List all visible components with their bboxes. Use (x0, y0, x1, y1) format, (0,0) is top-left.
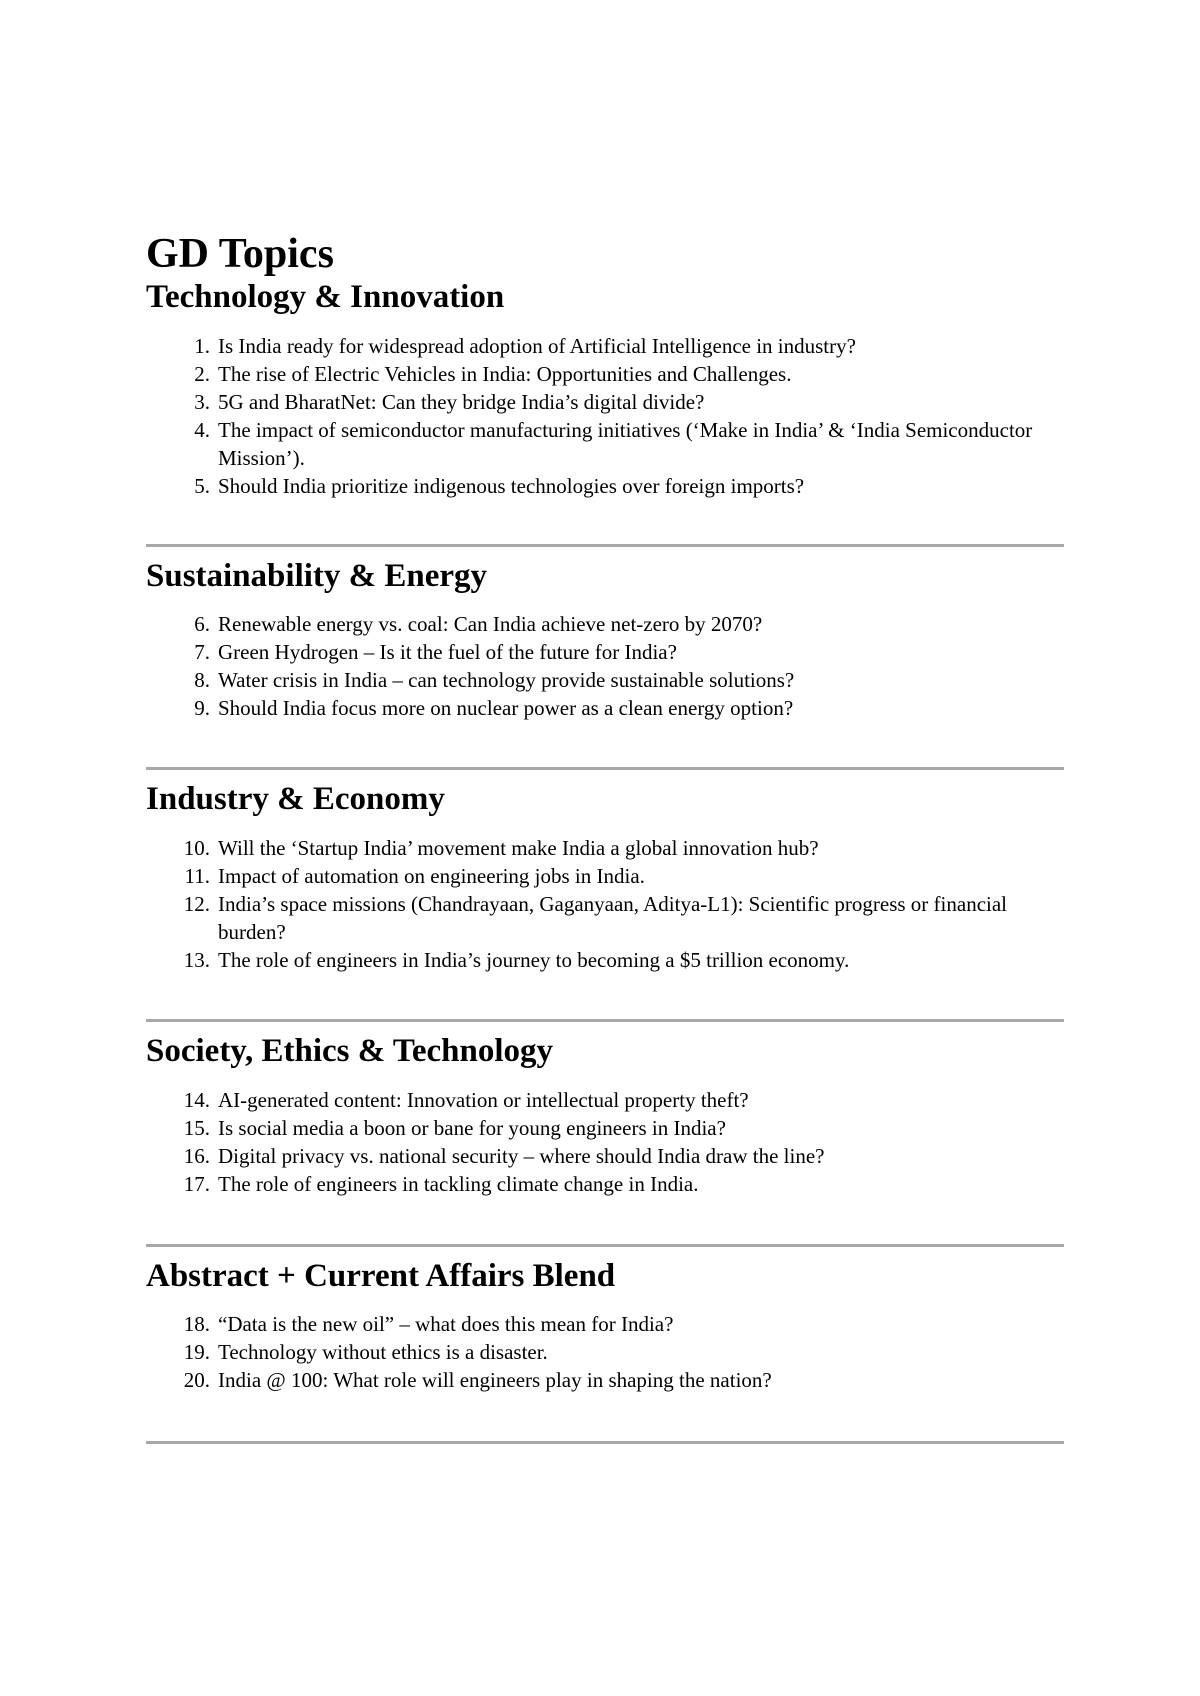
item-text: Renewable energy vs. coal: Can India achieve net-zero by 2070? (218, 612, 763, 637)
section-sustainability-energy (146, 557, 1064, 723)
section-heading: Technology & Innovation (146, 279, 505, 316)
list-item (146, 638, 1064, 666)
list-item (146, 1338, 1064, 1366)
list-item (146, 1086, 1064, 1114)
list-item (146, 890, 1064, 946)
item-number: 13. (183, 948, 210, 973)
section-heading: Abstract + Current Affairs Blend (146, 1257, 616, 1294)
item-number: 9. (194, 696, 210, 721)
document-page (146, 230, 1064, 1444)
topic-list (146, 332, 1064, 500)
item-number: 19. (183, 1340, 210, 1365)
item-text: Should India focus more on nuclear power as a clean energy option? (218, 696, 794, 721)
item-text: Digital privacy vs. national security – where should India draw the line? (218, 1143, 825, 1168)
item-text: Water crisis in India – can technology provide sustainable solutions? (218, 668, 795, 693)
item-text: Is India ready for widespread adoption of Artificial Intelligence in industry? (218, 333, 856, 358)
section-heading: Sustainability & Energy (146, 557, 488, 594)
item-text: The rise of Electric Vehicles in India: Opportunities and Challenges. (218, 361, 792, 386)
item-number: 12. (183, 892, 210, 917)
list-item (146, 1310, 1064, 1338)
list-item (146, 388, 1064, 416)
list-item (146, 1114, 1064, 1142)
section-society-ethics-technology (146, 1032, 1064, 1198)
list-item (146, 1366, 1064, 1394)
item-text: Will the ‘Startup India’ movement make India a global innovation hub? (218, 836, 819, 861)
section-divider (146, 544, 1064, 547)
item-number: 11. (184, 864, 210, 889)
section-technology-innovation (146, 278, 1064, 500)
topic-list (146, 1310, 1064, 1394)
item-text: 5G and BharatNet: Can they bridge India’s digital divide? (218, 389, 705, 414)
item-text: Should India prioritize indigenous technologies over foreign imports? (218, 473, 805, 498)
page-title: GD Topics (146, 231, 334, 277)
item-number: 3. (194, 389, 210, 414)
item-text: “Data is the new oil” – what does this mean for India? (218, 1312, 674, 1337)
list-item (146, 862, 1064, 890)
section-industry-economy (146, 780, 1064, 974)
list-item (146, 332, 1064, 360)
section-divider (146, 1441, 1064, 1444)
section-heading: Industry & Economy (146, 781, 445, 818)
item-text: Impact of automation on engineering jobs in India. (218, 864, 645, 889)
item-number: 20. (183, 1368, 210, 1393)
topic-list (146, 834, 1064, 974)
item-number: 2. (194, 361, 210, 386)
item-text: India’s space missions (Chandrayaan, Gaganyaan, Aditya-L1): Scientific progress or financial burden? (218, 892, 1008, 945)
section-abstract-current-affairs (146, 1257, 1064, 1395)
topic-list (146, 1086, 1064, 1198)
item-number: 7. (194, 640, 210, 665)
item-number: 10. (183, 836, 210, 861)
item-text: The role of engineers in India’s journey to becoming a $5 trillion economy. (218, 948, 850, 973)
section-divider (146, 1019, 1064, 1022)
list-item (146, 1170, 1064, 1198)
list-item (146, 666, 1064, 694)
item-number: 17. (183, 1171, 210, 1196)
item-text: Is social media a boon or bane for young engineers in India? (218, 1115, 726, 1140)
list-item (146, 834, 1064, 862)
item-number: 5. (194, 473, 210, 498)
list-item (146, 1142, 1064, 1170)
item-number: 8. (194, 668, 210, 693)
section-divider (146, 767, 1064, 770)
item-text: The impact of semiconductor manufacturing initiatives (‘Make in India’ & ‘India Semiconductor Mission’). (218, 417, 1033, 470)
section-divider (146, 1244, 1064, 1247)
topic-list (146, 610, 1064, 722)
list-item (146, 472, 1064, 500)
section-heading: Society, Ethics & Technology (146, 1033, 554, 1070)
item-text: Green Hydrogen – Is it the fuel of the future for India? (218, 640, 677, 665)
list-item (146, 946, 1064, 974)
item-text: AI-generated content: Innovation or intellectual property theft? (218, 1087, 749, 1112)
list-item (146, 694, 1064, 722)
item-text: Technology without ethics is a disaster. (218, 1340, 548, 1365)
list-item (146, 360, 1064, 388)
item-number: 16. (183, 1143, 210, 1168)
list-item (146, 610, 1064, 638)
item-text: The role of engineers in tackling climate change in India. (218, 1171, 699, 1196)
item-number: 6. (194, 612, 210, 637)
item-number: 1. (194, 333, 210, 358)
item-number: 15. (183, 1115, 210, 1140)
item-number: 18. (183, 1312, 210, 1337)
list-item (146, 416, 1064, 472)
item-number: 14. (183, 1087, 210, 1112)
item-text: India @ 100: What role will engineers play in shaping the nation? (218, 1368, 772, 1393)
item-number: 4. (194, 417, 210, 442)
